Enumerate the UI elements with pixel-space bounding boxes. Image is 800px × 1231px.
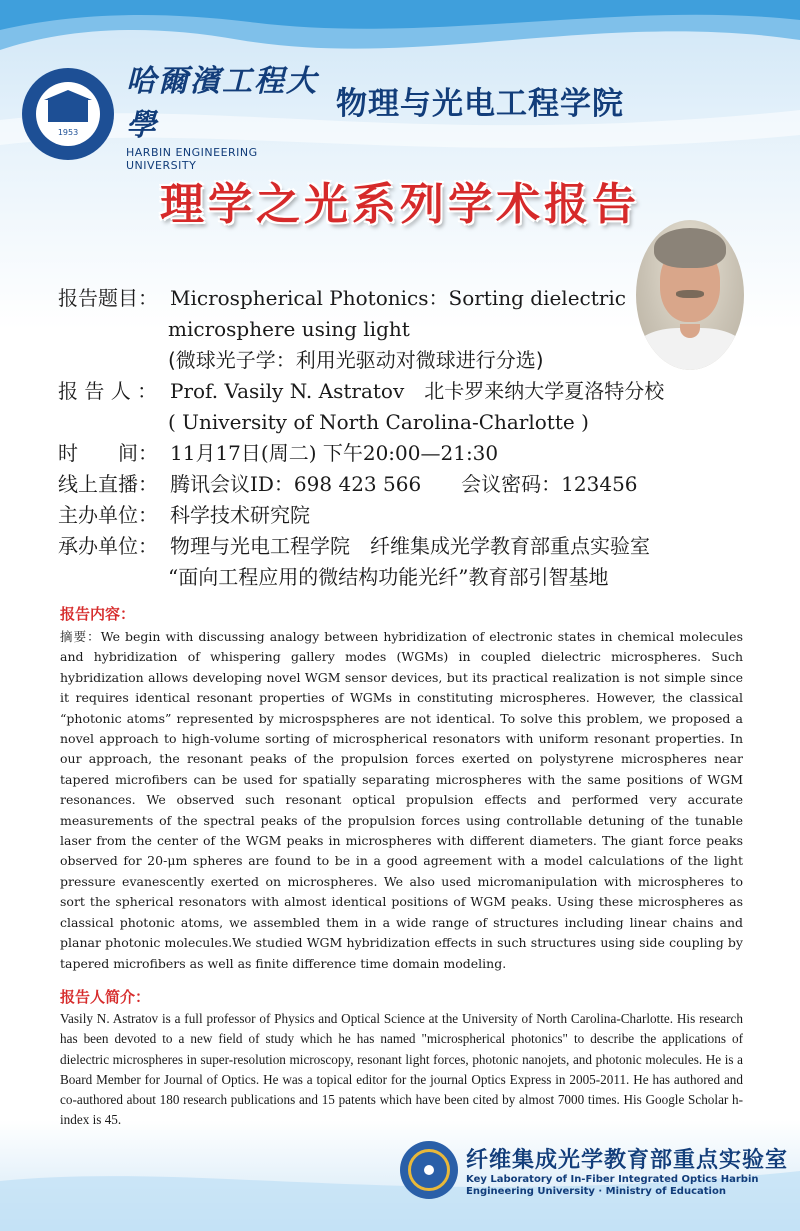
university-name-en: HARBIN ENGINEERING UNIVERSITY [126,146,258,172]
live-meeting-info: 腾讯会议ID：698 423 566 会议密码：123456 [170,472,638,496]
topic-line-1: Microspherical Photonics：Sorting dielectric [170,286,626,310]
seal-year: 1953 [57,128,79,137]
lab-name-en-2: Engineering University · Ministry of Education [466,1185,726,1197]
organizer-line-2: “面向工程应用的微结构功能光纤”教育部引智基地 [168,565,609,589]
college-name: 物理与光电工程学院 [336,86,624,122]
content-section-title: 报告内容： [60,605,136,623]
lab-name-en-1: Key Laboratory of In-Fiber Integrated Optics Harbin [466,1173,759,1185]
speaker-bio: Vasily N. Astratov is a full professor of Physics and Optical Science at the University of North Carolina-Charlotte. His research has been devoted to a new field of study which he has named "microspherical photonics" to describe the applications of dielectric microspheres in super-resolution microscopy, resonant light forces, photonic nanojets, and photonic molecules. He is a Board Member for Journal of Optics. He was a topical editor for the journal Optics Express in 2005-2011. He has authored and co-authored about 180 research publications and 15 patents which have been cited by almost 7000 times. His Google Scholar h-index is 45. [60,1011,743,1128]
speaker-name: Prof. Vasily N. Astratov 北卡罗来纳大学夏洛特分校 [170,379,665,403]
speaker-label: 报 告 人 ： [58,379,158,403]
event-info [58,283,665,593]
lab-name-cn: 纤维集成光学教育部重点实验室 [466,1147,789,1173]
host-value: 科学技术研究院 [170,503,310,527]
host-label: 主办单位： [58,503,158,527]
university-header [22,56,326,172]
topic-cn: (微球光子学：利用光驱动对微球进行分选) [168,348,544,372]
series-title: 理学之光系列学术报告 [160,179,640,230]
abstract-paragraph [60,627,743,974]
live-label: 线上直播： [58,472,158,496]
time-value: 11月17日(周二) 下午20:00—21:30 [170,441,499,465]
time-label: 时 间： [58,441,158,465]
speaker-affiliation: ( University of North Carolina-Charlotte ) [168,410,589,434]
organizer-label: 承办单位： [58,534,158,558]
bio-section-title: 报告人简介： [60,988,151,1006]
organizer-line-1: 物理与光电工程学院 纤维集成光学教育部重点实验室 [170,534,650,558]
university-seal-logo [22,68,114,160]
topic-label: 报告题目： [58,286,158,310]
lab-footer [400,1141,788,1199]
abstract-label: 摘要： [60,629,101,644]
university-name-cn: 哈爾濱工程大學 [126,64,318,143]
topic-line-2: microsphere using light [168,317,410,341]
lab-logo [400,1141,458,1199]
abstract-text: We begin with discussing analogy between hybridization of electronic states in chemical molecules and hybridization of whispering gallery modes (WGMs) in coupled dielectric microspheres. Such hybridization allows developing novel WGM sensor devices, but its practical realization is not simple since it requires identical resonant properties of WGMs in constituting microspheres. However, the classical “photonic atoms” represented by microspspheres are not identical. To solve this problem, we proposed a novel approach to high-volume sorting of microspherical resonators with uniform resonant properties. In our approach, the resonant peaks of the propulsion forces exerted on polystyrene microspheres near tapered microfibers can be used for spatially separating microspheres with the same positions of WGM resonances. We observed such resonant optical propulsion effects and performed very accurate measurements of the spectral peaks of the propulsion forces using controllable detuning of the tunable laser from the center of the WGM peaks in microspheres with different diameters. The giant force peaks observed for 20-μm spheres are found to be in a good agreement with a model calculations of the light pressure evanescently exerted on microspheres. We also used micromanipulation with microspheres to sort the spherical resonators with almost identical positions of WGM peaks. Using these microspheres as classical photonic atoms, we assembled them in a wide range of structures including linear chains and planar photonic molecules.We studied WGM hybridization effects in such structures using side coupling by tapered microfibers as well as finite difference time domain modeling. [60,629,743,971]
